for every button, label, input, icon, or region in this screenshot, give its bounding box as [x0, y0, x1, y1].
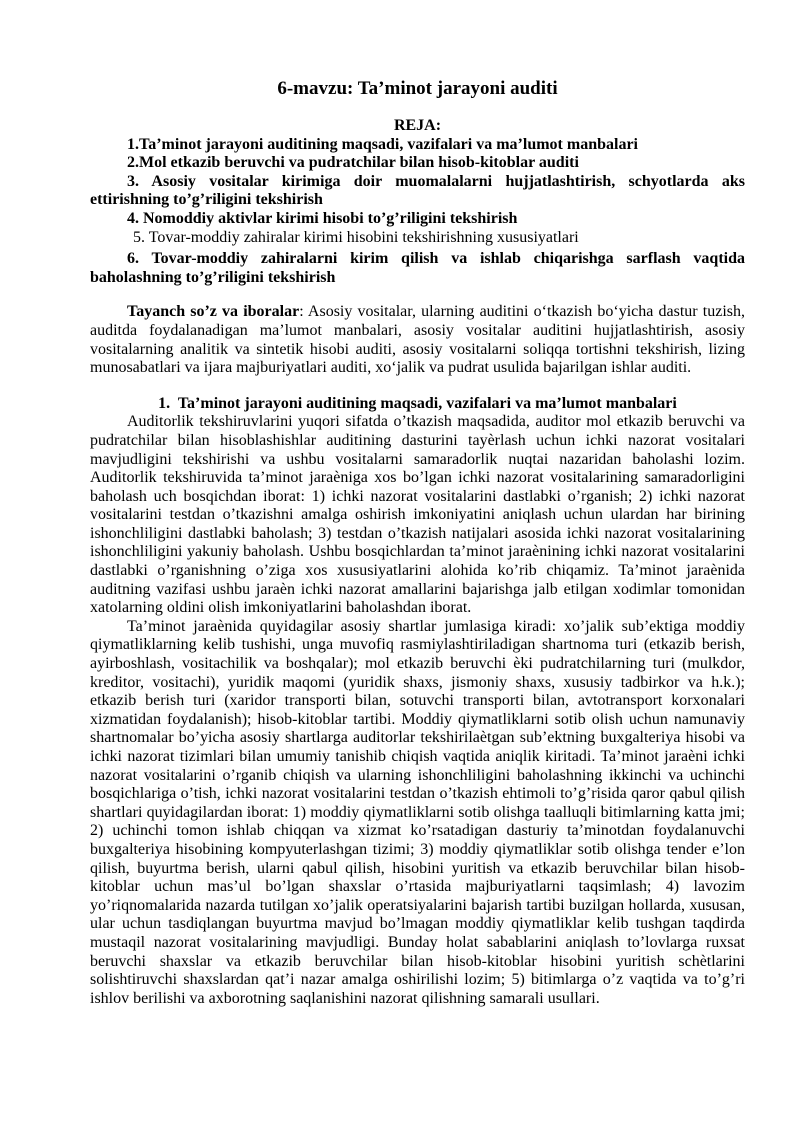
section-1-paragraph-1: Auditorlik tekshiruvlarini yuqori sifatda o’tkazish maqsadida, auditor mol etkazib beruvchi va pudratchilar bilan hisoblashishlar auditining dasturini tayèrlash uchun ichki nazorat vositalari mavjudligini tekshirishi va ushbu vositalarni samaradorlik nuqtai nazaridan baholashi lozim. Auditorlik tekshiruvida ta’minot jaraèniga xos bo’lgan ichki nazorat vositalarining samaradorligini baholash uch bosqichdan iborat: 1) ichki nazorat vositalarini dastlabki o’rganish; 2) ichki nazorat vositalarini testdan o’tkazishni amalga oshirish imkoniyatini aniqlash uchun ulardan har birining ishonchliligini dastlabki baholash; 3) testdan o’tkazish natijalari asosida ichki nazorat vositalarining ishonchliligini yakuniy baholash. Ushbu bosqichlardan ta’minot jaraènining ichki nazorat vositalarini dastlabki o’rganishning o’ziga xos xususiyatlarini alohida ko’rib chiqamiz. Ta’minot jaraènida auditning vazifasi ushbu jaraèn ichki nazorat amallarini bajarishga jalb etilgan xodimlar tomonidan xatolarning oldini olish imkoniyatlarini baholashdan iborat.: [90, 413, 745, 617]
keywords-paragraph: [90, 303, 745, 377]
keywords-text: : Asosiy vositalar, ularning auditini oʻtkazish boʻyicha dastur tuzish, auditda foydalanadigan ma’lumot manbalari, asosiy vositalar auditini hujjatlashtirish, asosiy vositalarning analitik va sintetik hisobi auditi, asosiy vositalarni soliqqa tortishni tekshirish, lizing munosabatlari va ijara majburiyatlari auditi, xoʻjalik va pudrat usulida bajarilgan ishlar auditi.: [90, 303, 746, 377]
section-1-paragraph-2: Ta’minot jaraènida quyidagilar asosiy shartlar jumlasiga kiradi: xo’jalik sub’ektiga moddiy qiymatliklarning kelib tushishi, unga muvofiq rasmiylashtiriladigan shartnoma turi (etkazib berish, ayirboshlash, vositachilik va boshqalar); mol etkazib beruvchi èki pudratchilarning turi (mulkdor, kreditor, vositachi), yuridik maqomi (yuridik shaxs, jismoniy shaxs, xususiy tadbirkor va h.k.); etkazib berish turi (xaridor transporti bilan, sotuvchi transporti bilan, avtotransport korxonalari xizmatidan foydalanish); hisob-kitoblar tartibi. Moddiy qiymatliklarni sotib olish uchun namunaviy shartnomalar bo’yicha asosiy shartlarga auditorlar tekshirilaètgan sub’ektning buxgalteriya hisobi va ichki nazorat tizimlari bilan umumiy tanishib chiqish vaqtida aniqlik kiritadi. Ta’minot jaraèni ichki nazorat vositalarini o’rganib chiqish va ularning ishonchliligini baholashning ikkinchi va uchinchi bosqichlariga o’tish, ichki nazorat vositalarini testdan o’tkazish ehtimoli to’g’risida qaror qabul qilish shartlari quyidagilardan iborat: 1) moddiy qiymatliklarni sotib olishga taalluqli bitimlarning katta jmi; 2) uchinchi tomon ishlab chiqqan va xizmat ko’rsatadigan dasturiy ta’minotdan foydalanuvchi buxgalteriya hisobining kompyuterlashgan tizimi; 3) moddiy qiymatliklar sotib olishga tender e’lon qilish, buyurtma berish, ularni qabul qilish, hisobini yuritish va etkazib beruvchilar bilan hisob-kitoblar uchun mas’ul bo’lgan shaxslar o’rtasida majburiyatlarni taqsimlash; 4) lavozim yo’riqnomalarida nazarda tutilgan xo’jalik operatsiyalarini bajarish tartibi buzilgan hollarda, xususan, ular uchun tasdiqlangan buyurtma mavjud bo’lmagan moddiy qiymatliklar kelib tushgan taqdirda mustaqil nazorat vositalarining mavjudligi. Bunday holat sabablarini aniqlash to’lovlarga ruxsat beruvchi shaxslar va etkazib beruvchilar bilan hisob-kitoblar hisobini yuritish schètlarini solishtiruvchi shaxslardan qat’i nazar amalga oshirilishi lozim; 5) bitimlarga o’z vaqtida va to’g’ri ishlov berilishi va axborotning saqlanishini nazorat qilishning samarali usullari.: [90, 617, 745, 1007]
plan-heading: REJA:: [393, 117, 442, 134]
plan-item-6: 6. Tovar-moddiy zahiralarni kirim qilish va ishlab chiqarishga sarflash vaqtida baholashning to’g’riligini tekshirish: [90, 250, 745, 286]
plan-item-2: 2.Mol etkazib beruvchi va pudratchilar bilan hisob-kitoblar auditi: [127, 154, 579, 172]
plan-item-1: 1.Ta’minot jarayoni auditining maqsadi, vazifalari va ma’lumot manbalari: [127, 135, 638, 153]
page-title: 6-mavzu: Ta’minot jarayoni auditi: [277, 78, 558, 99]
plan-item-5: 5. Tovar-moddiy zahiralar kirimi hisobini tekshirishning xususiyatlari: [133, 228, 579, 246]
keywords-label: Tayanch so’z va iboralar: [127, 303, 300, 321]
plan-item-3: 3. Asosiy vositalar kirimiga doir muomalalarni hujjatlashtirish, schyotlarda aks ettirishning to’g’riligini tekshirish: [90, 172, 745, 209]
plan-item-4: 4. Nomoddiy aktivlar kirimi hisobi to’g’riligini tekshirish: [127, 209, 518, 227]
section-1-heading: 1. Ta’minot jarayoni auditining maqsadi, vazifalari va ma’lumot manbalari: [158, 394, 677, 412]
